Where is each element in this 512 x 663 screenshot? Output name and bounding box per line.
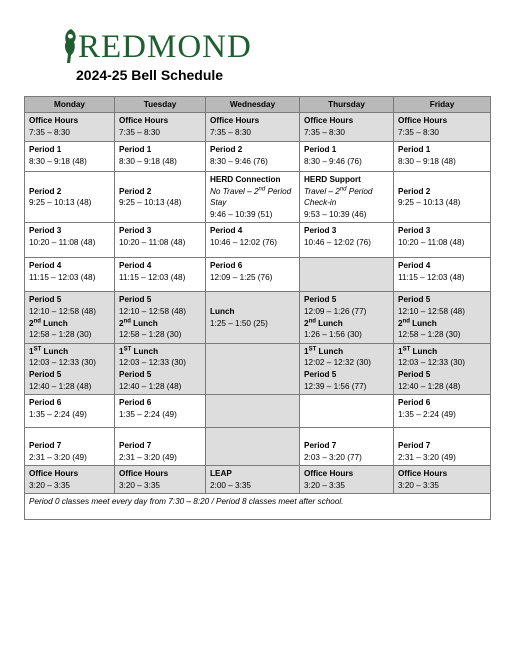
lunch-number: 2 [398,318,403,328]
table-row [25,466,491,494]
cell-label: Period 2 [119,186,152,196]
cell-time: 10:46 – 12:02 (76) [210,237,277,247]
column-header-wednesday: Wednesday [206,97,300,113]
cell-time: 9:25 – 10:13 (48) [119,198,182,208]
column-header-monday: Monday [25,97,115,113]
cell-label: Office Hours [398,116,448,125]
lunch-word: Lunch [315,318,343,328]
note-text: No Travel – 2 [210,186,259,196]
lunch-number: 2 [304,318,309,328]
cell-time: 1:26 – 1:56 (30) [304,330,362,340]
cell-time: 1:35 – 2:24 (49) [29,409,87,419]
cell-label: Office Hours [119,469,169,479]
cell-time: 8:30 – 9:18 (48) [29,156,87,166]
cell-time: 8:30 – 9:18 (48) [398,156,456,166]
cell-time: 3:20 – 3:35 [398,480,439,490]
lunch-word: Lunch [410,346,438,356]
schedule-cell [394,258,491,292]
cell-label: Period 5 [304,369,337,379]
lunch-number: 2 [29,318,34,328]
cell-label: Period 1 [304,145,337,154]
schedule-cell [115,172,206,223]
table-row [25,292,491,343]
cell-time: 8:30 – 9:46 (76) [210,156,268,166]
schedule-cell [115,466,206,494]
cell-time: 7:35 – 8:30 [119,127,160,137]
empty-cell [300,258,394,292]
cell-time: 9:53 – 10:39 (46) [304,209,367,219]
schedule-cell [25,142,115,172]
cell-time: 12:10 – 12:58 (48) [29,306,96,316]
cell-label: Period 6 [29,398,62,408]
cell-time: 2:00 – 3:35 [210,480,251,490]
cell-time: 11:15 – 12:03 (48) [398,272,465,282]
cell-label: Period 2 [398,186,431,196]
ordinal-suffix: nd [123,317,131,324]
lunch-label [119,318,201,330]
cell-label: Office Hours [398,469,448,479]
lunch-label [304,346,389,358]
table-row [25,223,491,258]
cell-time: 10:46 – 12:02 (76) [304,237,371,247]
cell-label: Period 5 [304,295,337,305]
schedule-cell [300,113,394,142]
cell-label: Period 5 [119,369,152,379]
bell-schedule-table [24,96,491,520]
schedule-cell [115,223,206,258]
cell-time: 8:30 – 9:46 (76) [304,156,362,166]
ordinal-suffix: ST [123,346,132,353]
schedule-cell [25,113,115,142]
table-row [25,113,491,142]
lunch-cell [300,343,394,394]
column-header-tuesday: Tuesday [115,97,206,113]
cell-time: 2:03 – 3:20 (77) [304,452,362,462]
cell-label: Period 3 [29,226,62,236]
footnote-row [25,494,491,520]
empty-cell [206,428,300,466]
table-row [25,258,491,292]
schedule-cell [394,466,491,494]
schedule-cell [206,223,300,258]
cell-label: Period 7 [398,440,431,450]
cell-time: 12:10 – 12:58 (48) [119,306,186,316]
cell-time: 2:31 – 3:20 (49) [29,452,87,462]
cell-label: HERD Connection [210,175,281,184]
cell-label: Office Hours [29,116,79,125]
cell-label: Lunch [210,306,235,316]
cell-label: Period 6 [398,398,431,408]
lunch-cell [394,292,491,343]
lunch-number: 1 [304,346,309,356]
cell-time: 12:58 – 1:28 (30) [29,330,92,340]
cell-time: 12:09 – 1:25 (76) [210,272,273,282]
cell-time: 12:03 – 12:33 (30) [29,358,96,368]
cell-time: 9:25 – 10:13 (48) [398,198,461,208]
cell-label: Office Hours [210,116,260,125]
cell-time: 12:40 – 1:28 (48) [398,381,461,391]
lunch-cell [115,292,206,343]
lunch-number: 1 [119,346,124,356]
schedule-cell [394,223,491,258]
lunch-label [304,318,389,330]
ordinal-suffix: ST [308,346,317,353]
schedule-cell [115,258,206,292]
schedule-cell [300,223,394,258]
page-title: 2024-25 Bell Schedule [76,67,224,83]
lunch-word: Lunch [41,346,69,356]
cell-time: 7:35 – 8:30 [29,127,70,137]
schedule-cell [300,142,394,172]
schedule-cell [300,466,394,494]
cell-time: 7:35 – 8:30 [210,127,251,137]
lunch-cell [394,343,491,394]
school-logo [62,27,252,67]
cell-time: 11:15 – 12:03 (48) [119,272,186,282]
cell-time: 12:10 – 12:58 (48) [398,306,465,316]
cell-label: Period 1 [398,145,431,154]
cell-time: 12:58 – 1:28 (30) [398,330,461,340]
cell-label: Period 6 [119,398,152,408]
empty-cell [206,395,300,428]
schedule-cell [25,466,115,494]
lunch-word: Lunch [131,346,159,356]
cell-time: 7:35 – 8:30 [304,127,345,137]
table-row [25,343,491,394]
lunch-label [119,346,201,358]
lunch-label [398,318,486,330]
lunch-word: Lunch [130,318,158,328]
cell-time: 1:25 – 1:50 (25) [210,318,268,328]
ordinal-suffix: nd [339,185,347,192]
schedule-cell [25,223,115,258]
cell-label: Period 5 [29,295,62,305]
schedule-cell [394,395,491,428]
schedule-cell [300,428,394,466]
cell-label: Office Hours [304,116,354,125]
herd-support-cell [300,172,394,223]
ordinal-suffix: nd [258,185,266,192]
cell-time: 2:31 – 3:20 (49) [398,452,456,462]
cell-label: Office Hours [29,469,79,479]
cell-time: 12:58 – 1:28 (30) [119,330,182,340]
schedule-cell [25,172,115,223]
lunch-cell [25,343,115,394]
cell-label: Period 4 [29,261,62,271]
cell-label: HERD Support [304,175,361,184]
cell-label: Period 2 [29,186,62,196]
table-row [25,142,491,172]
cell-time: 3:20 – 3:35 [119,480,160,490]
ordinal-suffix: nd [402,317,410,324]
cell-label: Period 4 [119,261,152,271]
lunch-cell [206,292,300,343]
cell-note [304,186,389,198]
schedule-cell [394,142,491,172]
lunch-number: 2 [119,318,124,328]
table-row [25,395,491,428]
cell-note: Stay [210,198,227,208]
schedule-cell [394,113,491,142]
cell-note: Check-in [304,198,337,208]
lunch-cell [115,343,206,394]
cell-time: 3:20 – 3:35 [29,480,70,490]
cell-label: Period 6 [210,261,243,271]
cell-time: 12:40 – 1:28 (48) [29,381,92,391]
cell-time: 10:20 – 11:08 (48) [29,237,96,247]
lunch-word: Lunch [40,318,68,328]
cell-label: Period 5 [398,369,431,379]
note-text: Period [346,186,373,196]
note-text: Period [265,186,292,196]
cell-time: 12:39 – 1:56 (77) [304,381,367,391]
schedule-cell [115,142,206,172]
schedule-cell [394,172,491,223]
column-header-friday: Friday [394,97,491,113]
cell-time: 9:25 – 10:13 (48) [29,198,92,208]
cell-time: 12:03 – 12:33 (30) [398,358,465,368]
schedule-cell [25,258,115,292]
schedule-cell [115,428,206,466]
lunch-cell [300,292,394,343]
empty-cell [300,395,394,428]
cell-note [210,186,295,198]
herd-connection-cell [206,172,300,223]
cell-label: Period 4 [398,261,431,271]
schedule-cell [25,395,115,428]
lunch-number: 1 [398,346,403,356]
schedule-cell [115,395,206,428]
ordinal-suffix: ST [33,346,42,353]
schedule-cell [206,258,300,292]
schedule-cell [394,428,491,466]
cell-time: 10:20 – 11:08 (48) [398,237,465,247]
ordinal-suffix: nd [33,317,41,324]
schedule-cell [25,428,115,466]
cell-label: Period 7 [119,440,152,450]
cell-label: Period 7 [304,440,337,450]
empty-cell [206,343,300,394]
cell-time: 11:15 – 12:03 (48) [29,272,96,282]
cell-label: Period 5 [398,295,431,305]
note-text: Travel – 2 [304,186,340,196]
cell-label: Office Hours [304,469,354,479]
cell-time: 12:02 – 12:32 (30) [304,358,371,368]
schedule-cell [206,466,300,494]
schedule-cell [206,113,300,142]
cell-label: Period 5 [119,295,152,305]
cell-time: 7:35 – 8:30 [398,127,439,137]
table-row [25,428,491,466]
column-header-thursday: Thursday [300,97,394,113]
cell-label: Office Hours [119,116,169,125]
lunch-number: 1 [29,346,34,356]
lunch-label [29,346,110,358]
lunch-cell [25,292,115,343]
ordinal-suffix: ST [402,346,411,353]
logo-wordmark: REDMOND [78,29,252,65]
cell-label: Period 3 [119,226,152,236]
cell-time: 8:30 – 9:18 (48) [119,156,177,166]
cell-label: Period 4 [210,226,243,236]
table-row [25,172,491,223]
cell-label: Period 2 [210,145,243,154]
lunch-label [29,318,110,330]
cell-time: 1:35 – 2:24 (49) [119,409,177,419]
cell-time: 9:46 – 10:39 (51) [210,209,273,219]
cell-label: Period 1 [29,145,62,154]
cell-label: LEAP [210,469,232,479]
cell-label: Period 7 [29,440,62,450]
cell-label: Period 1 [119,145,152,154]
footnote: Period 0 classes meet every day from 7:30 – 8:20 / Period 8 classes meet after school. [25,494,491,520]
cell-label: Period 3 [304,226,337,236]
cell-time: 12:09 – 1:26 (77) [304,306,367,316]
cell-time: 12:03 – 12:33 (30) [119,358,186,368]
cell-time: 3:20 – 3:35 [304,480,345,490]
lunch-word: Lunch [409,318,437,328]
cell-label: Period 3 [398,226,431,236]
lunch-word: Lunch [316,346,344,356]
lunch-label [398,346,486,358]
ordinal-suffix: nd [308,317,316,324]
cell-time: 12:40 – 1:28 (48) [119,381,182,391]
cell-time: 2:31 – 3:20 (49) [119,452,177,462]
cell-time: 1:35 – 2:24 (49) [398,409,456,419]
cell-time: 10:20 – 11:08 (48) [119,237,186,247]
day-header-row [25,97,491,113]
schedule-cell [115,113,206,142]
schedule-cell [206,142,300,172]
cell-label: Period 5 [29,369,62,379]
